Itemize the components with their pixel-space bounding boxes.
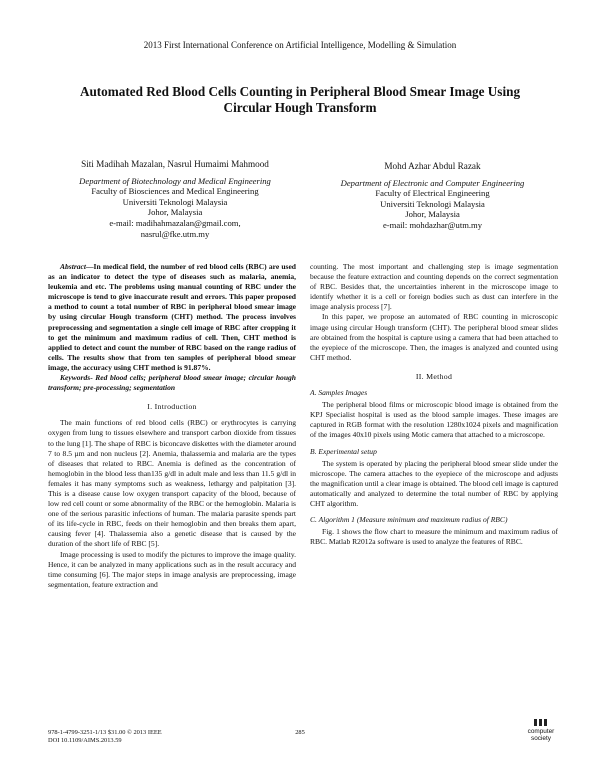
page-number: 285 [295,729,305,736]
author-department: Department of Electronic and Computer Engineering [340,177,525,188]
subsection-heading: B. Experimental setup [310,446,377,456]
footer-doi: DOI 10.1109/AIMS.2013.59 [48,737,122,745]
author-email: nasrul@fke.utm.my [140,228,210,239]
paragraph: Image processing is used to modify the pictures to improve the image quality. Hence, it can be analyzed in many applications such as in the result accuracy and time consuming [6]. The major steps in image analysis are preprocessing, image segmentation, feature extraction and [48,549,296,589]
author-location: Johor, Malaysia [147,207,203,218]
author-block-right [300,161,565,231]
author-names: Mohd Azhar Abdul Razak [384,161,481,171]
author-email: e-mail: madihahmazalan@gmail.com, [109,217,241,228]
author-faculty: Faculty of Electrical Engineering [375,188,490,199]
paragraph: The main functions of red blood cells (RBC) or erythrocytes is carrying oxygen from lung to tissues elsewhere and transport carbon dioxide from tissues to the lung [1]. The shape of RBC is biconcave diskettes with the diameter around 7 to 8.5 µm and non nucleus [2]. Anemia, thalassemia and malaria are the types of diseases that related to RBC. Anemia is defined as the concentration of hemoglobin in the blood less than135 g/dl in adult male and less than 11.5 g/dl in females it has many symptoms such as weakness, lethargy and palpitation [3]. This is a disease cause low oxygen transport capacity of the blood, because of low red cell count or some abnormality of the RBC or the hemoglobin. Malaria is one of the serious parasitic infections of human. The malaria parasite spends part of its life-cycle in RBC, feeds on their hemoglobin and then breaks them apart, causing fever [4]. Thalassemia also a genetic disease that is caused by the duration of the short life of RBC [5]. [48,418,296,549]
author-university: Universiti Teknologi Malaysia [122,196,228,207]
subsection-heading: A. Samples Images [310,388,368,398]
keywords: Keywords- Red blood cells; peripheral blood smear image; circular hough transform; pre-processing; segmentation [48,373,296,393]
publisher-logo [520,718,562,743]
footer-left [48,729,268,746]
section-heading: II. Method [415,371,453,381]
logo-text: society [531,734,551,742]
author-email: e-mail: mohdazhar@utm.my [382,219,483,230]
subsection-heading: C. Algorithm 1 (Measure minimum and maximum radius of RBC) [310,515,508,525]
author-university: Universiti Teknologi Malaysia [380,198,485,209]
paragraph: Fig. 1 shows the flow chart to measure the minimum and maximum radius of RBC. Matlab R2012a software is used to analyze the features of RBC. [310,527,558,547]
footer-isbn: 978-1-4799-3251-1/13 $31.00 © 2013 IEEE [48,729,162,736]
abstract-label: Abstract [60,262,86,271]
conference-header: 2013 First International Conference on Artificial Intelligence, Modelling & Simulation [143,40,457,50]
abstract [48,262,296,373]
paragraph: counting. The most important and challenging step is image segmentation because the feature extraction and counting depends on the correct segmentation of RBC. Besides that, the uncertainties inherent in the microscope image to identify whether it is a cell or foreign bodies such as dust can interfere in the image analysis process [7]. [310,262,558,312]
author-block-left [40,159,310,239]
paragraph: The peripheral blood films or microscopic blood image is obtained from the KPJ Specialist hospital is used as the blood sample images. These images are captured in RGB format with the resolution 1280x1024 pixels and magnification of the images 40x10 pixels using Motic camera that attached to a microscope. [310,400,558,440]
author-department: Department of Biotechnology and Medical Engineering [79,175,271,186]
abstract-text: —In medical field, the number of red blood cells (RBC) are used as an indicator to detect the type of diseases such as malaria, anemia, leukemia and etc. The problems using manual counting of RBC under the microscope is tend to give inaccurate result and errors. This paper proposed a method to count a total number of RBC in peripheral blood smear image by using circular Hough transform (CHT) method. The process involves preprocessing and segmentation a single cell image of RBC after cropping it to get the minimum and maximum radius of cell. Then, CHT method is applied to detect and count the number of RBC based on the range radius of cells. The results show that from ten samples of peripheral blood smear image, the accuracy using CHT method is 91.87%. [48,262,296,372]
paragraph: The system is operated by placing the peripheral blood smear slide under the microscope. The camera attaches to the eyepiece of the microscope and adjusts the magnification until a clear image is obtained. The blood cell image is captured automatically and analyzed to determine the total number of RBC by applying CHT algorithm. [310,458,558,508]
logo-text: computer [527,728,555,735]
author-faculty: Faculty of Biosciences and Medical Engineering [91,186,259,197]
author-names: Siti Madihah Mazalan, Nasrul Humaimi Mahmood [81,159,269,169]
right-column [310,262,558,547]
author-location: Johor, Malaysia [405,209,460,220]
paragraph: In this paper, we propose an automated of RBC counting in microscopic image using circular Hough transform (CHT). The peripheral blood smear slides are obtained from the hospital is capture using a camera that had been attached to the eyepiece of the microscope. Then, the images is analyzed and counted using CHT method. [310,312,558,362]
paper-title: Automated Red Blood Cells Counting in Peripheral Blood Smear Image Using Circular Hough Transform [79,84,521,115]
left-column [48,262,296,590]
section-heading: I. Introduction [147,402,197,412]
